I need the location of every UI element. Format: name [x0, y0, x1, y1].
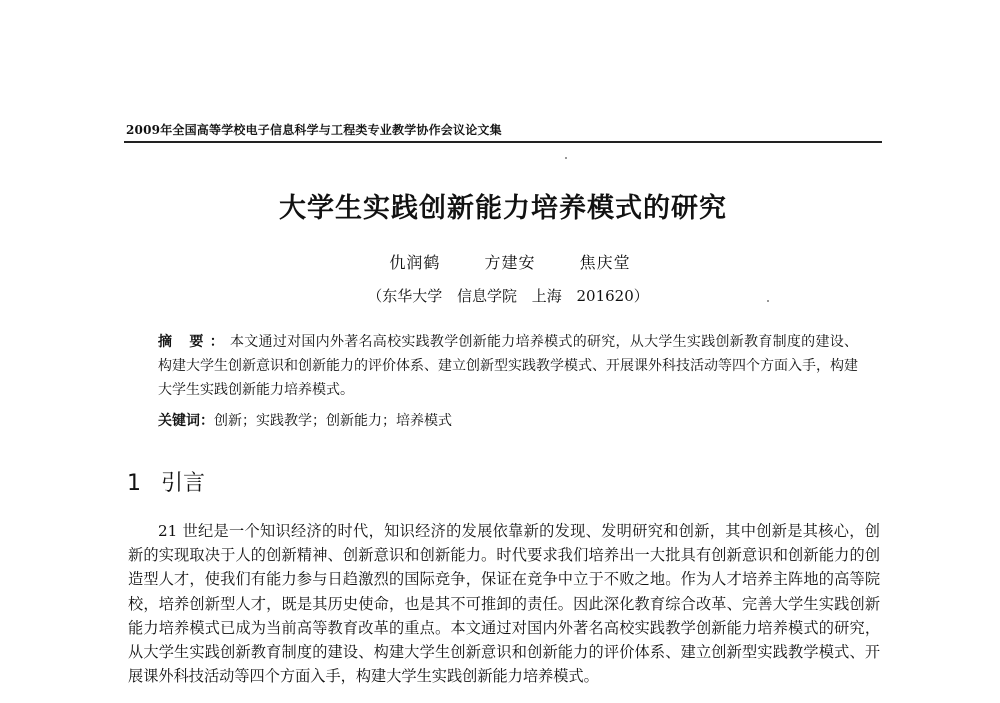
- section-title: 引言: [161, 471, 206, 496]
- author-list: [0, 250, 1000, 273]
- abstract-label: 摘 要：: [158, 334, 230, 350]
- section-number: 1: [127, 471, 141, 496]
- running-header: 2009年全国高等学校电子信息科学与工程类专业教学协作会议论文集: [126, 123, 502, 137]
- author-name: 焦庆堂: [579, 253, 631, 272]
- keywords-label: 关键词：: [158, 413, 214, 429]
- author-name: 仇润鹤: [389, 253, 441, 272]
- author-name: 方建安: [484, 253, 536, 272]
- author-affiliation: （东华大学 信息学院 上海 201620）: [367, 287, 649, 305]
- keywords-text: 创新；实践教学；创新能力；培养模式: [214, 413, 452, 429]
- scan-speck: [565, 157, 567, 159]
- header-rule: [124, 141, 882, 143]
- keywords: [158, 410, 858, 430]
- body-paragraph: 21 世纪是一个知识经济的时代，知识经济的发展依靠新的发现、发明研究和创新，其中创新是其核心，创新的实现取决于人的创新精神、创新意识和创新能力。时代要求我们培养出一大批具有创新意识和创新能力的创造型人才，使我们有能力参与日趋激烈的国际竞争，保证在竞争中立于不败之地。作为人才培养主阵地的高等院校，培养创新型人才，既是其历史使命，也是其不可推卸的责任。因此深化教育综合改革、完善大学生实践创新能力培养模式已成为当前高等教育改革的重点。本文通过对国内外著名高校实践教学创新能力培养模式的研究，从大学生实践创新教育制度的建设、构建大学生创新意识和创新能力的评价体系、建立创新型实践教学模式、开展课外科技活动等四个方面入手，构建大学生实践创新能力培养模式。: [128, 522, 880, 686]
- paper-title: 大学生实践创新能力培养模式的研究: [279, 193, 727, 224]
- abstract: [158, 330, 858, 402]
- section-heading: [127, 466, 205, 497]
- abstract-text: 本文通过对国内外著名高校实践教学创新能力培养模式的研究，从大学生实践创新教育制度的建设、构建大学生创新意识和创新能力的评价体系、建立创新型实践教学模式、开展课外科技活动等四个方面入手，构建大学生实践创新能力培养模式。: [158, 334, 859, 398]
